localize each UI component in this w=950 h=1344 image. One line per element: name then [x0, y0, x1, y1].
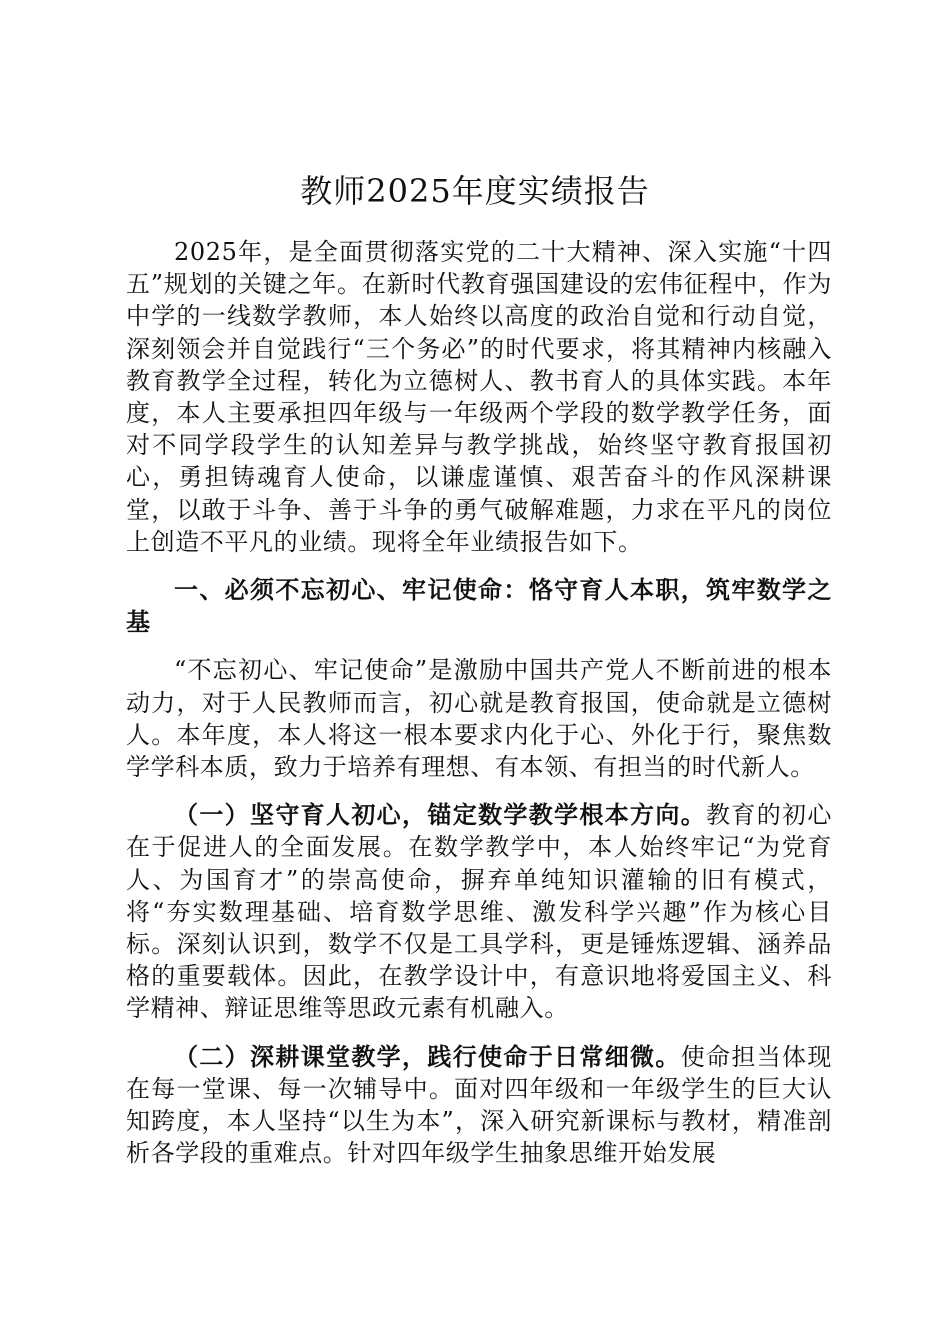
subsection-1-lead: （一）坚守育人初心，锚定数学教学根本方向。 [174, 800, 707, 830]
subsection-2-paragraph [126, 1041, 832, 1170]
subsection-2-text: 使命担当体现在每一堂课、每一次辅导中。面对四年级和一年级学生的巨大认知跨度，本人坚持“以生为本”，深入研究新课标与教材，精准剖析各学段的重难点。针对四年级学生抽象思维开始发展 [126, 1042, 832, 1168]
subsection-1-paragraph [126, 799, 832, 1024]
section-1-intro-paragraph: “不忘初心、牢记使命”是激励中国共产党人不断前进的根本动力，对于人民教师而言，初心就是教育报国，使命就是立德树人。本年度，本人将这一根本要求内化于心、外化于行，聚焦数学学科本质，致力于培养有理想、有本领、有担当的时代新人。 [126, 656, 832, 782]
subsection-1-text: 教育的初心在于促进人的全面发展。在数学教学中，本人始终牢记“为党育人、为国育才”的崇高使命，摒弃单纯知识灌输的旧有模式，将“夯实数理基础、培育数学思维、激发科学兴趣”作为核心目标。深刻认识到，数学不仅是工具学科，更是锤炼逻辑、涵养品格的重要载体。因此，在教学设计中，有意识地将爱国主义、科学精神、辩证思维等思政元素有机融入。 [126, 801, 832, 1023]
subsection-2-lead: （二）深耕课堂教学，践行使命于日常细微。 [174, 1041, 681, 1071]
document-title: 教师2025年度实绩报告 [300, 172, 650, 210]
section-heading-1: 一、必须不忘初心、牢记使命：恪守育人本职，筑牢数学之基 [126, 575, 832, 637]
intro-paragraph: 2025年，是全面贯彻落实党的二十大精神、深入实施“十四五”规划的关键之年。在新时代教育强国建设的宏伟征程中，作为中学的一线数学教师，本人始终以高度的政治自觉和行动自觉，深刻领会并自觉践行“三个务必”的时代要求，将其精神内核融入教育教学全过程，转化为立德树人、教书育人的具体实践。本年度，本人主要承担四年级与一年级两个学段的数学教学任务，面对不同学段学生的认知差异与教学挑战，始终坚守教育报国初心，勇担铸魂育人使命，以谦虚谨慎、艰苦奋斗的作风深耕课堂，以敢于斗争、善于斗争的勇气破解难题，力求在平凡的岗位上创造不平凡的业绩。现将全年业绩报告如下。 [126, 238, 832, 556]
document-body [126, 236, 832, 1185]
